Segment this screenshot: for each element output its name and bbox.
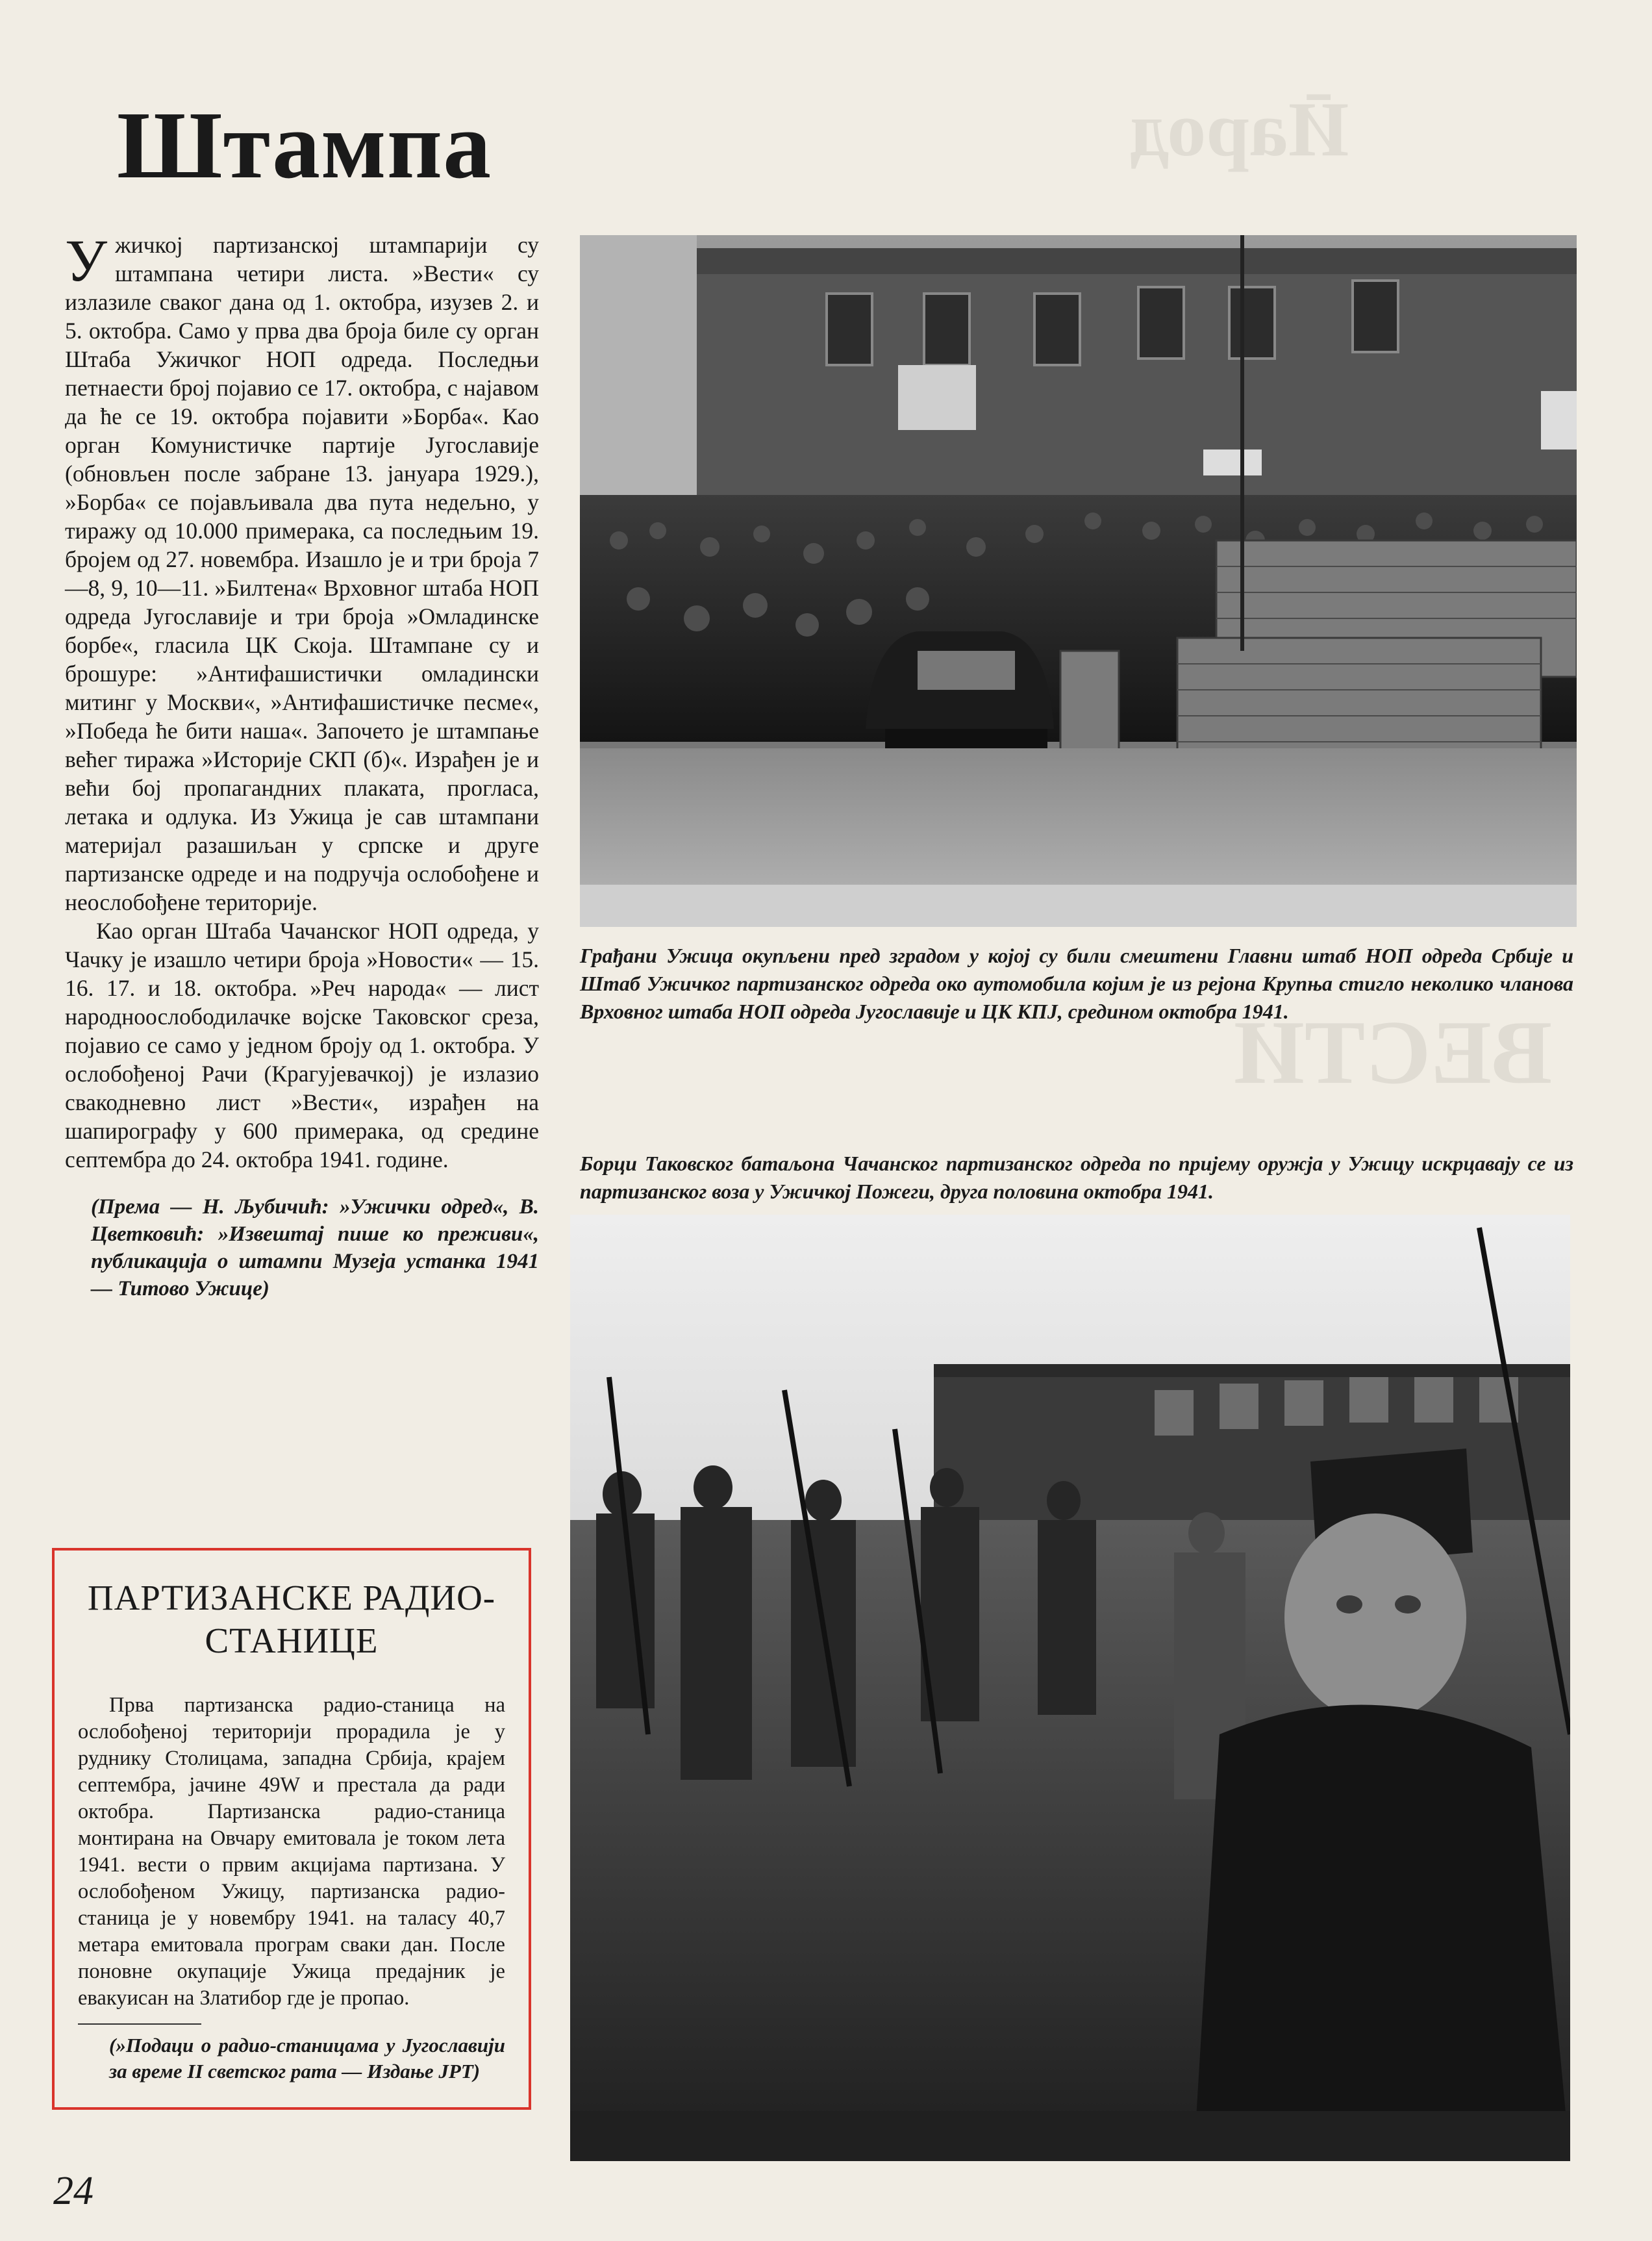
photo-caption: Борци Таковског батаљона Чачанског партизанског одреда по пријему оружја у Ужицу искрцавају се из партизанског воза у Ужичкој Пожеги, друга половина октобра 1941.: [580, 1152, 1573, 1203]
photo-soldiers-image: [570, 1215, 1570, 2161]
sidebar-box: [52, 1548, 531, 2110]
sidebar-box-text: Прва партизанска радио-станица на ослобођеној територији прорадила је у руднику Столицама, западна Србија, крајем септембра, јачине 49W и престала да ради октобра. Партизанска радио-станица монтирана на Овчару емитовала је током лета 1941. вести о првим акцијама партизана. У ослобођеном Ужицу, партизанска радио-станица је у новембру 1941. на таласу 40,7 метара емитовала програм сваки дан. После поновне окупације Ужица предајник је евакуисан на Златибор где је пропао.: [78, 1693, 505, 2010]
article-paragraph: Као орган Штаба Чачанског НОП одреда, у Чачку је изашло четири броја »Новости« — 15. 16. 17. и 18. октобра. »Реч народа« — лист народноослободилачке војске Таковског среза, појавио се само у једном броју од 1. октобра. У ослобођеној Рачи (Крагујевачкој) је излазио свакодневно лист »Вести«, израђен на шапирографу у 600 примерака, од средине септембра до 24. октобра 1941. године.: [65, 918, 539, 1172]
article-body: [65, 227, 539, 1302]
bleed-through-text: Ӣарод: [1130, 86, 1349, 172]
article-paragraph-text: жичкој партизанској штампарији су штампана четири листа. »Вести« су излазиле сваког дана од 1. октобра, изузев 2. и 5. октобра. Само у прва два броја биле су орган Штаба Ужичког НОП одреда. Последњи петнаести број појавио се 17. октобра, с најавом да ће се 19. октобра појавити »Борба«. Као орган Комунистичке партије Југославије (обновљен после забране 13. јануара 1929.), »Борба« се појављивала два пута недељно, у тиражу од 10.000 примерака, са последњим 19. бројем од 27. новембра. Изашло је и три броја 7—8, 9, 10—11. »Билтена« Врховног штаба НОП одреда Југославије и три броја »Омладинске борбе«, гласила ЦК Скоја. Штампане су и брошуре: »Антифашистички омладински митинг у Москви«, »Антифашистичке песме«, »Победа ће бити наша«. Започето је штампање већег тиража »Историје СКП (б)«. Израђен је и већи бој пропагандних плаката, прогласа, летака и одлука. Из Ужица је сав штампани материјал разашиљан у српске и друге партизанске одреде и на подручја ослобођене и неослобођене територије.: [65, 232, 539, 915]
page-number: 24: [53, 2169, 94, 2213]
photo-soldiers-train: [570, 1215, 1570, 2161]
photo-crowd-uzice: [580, 235, 1577, 927]
article-source: (Према — Н. Љубичић: »Ужички одред«, В. Цветковић: »Извештај пише ко преживи«, публикација о штампи Музеја устанка 1941 — Титово Ужице): [91, 1195, 539, 1300]
photo-caption: Грађани Ужица окупљени пред зградом у којој су били смештени Главни штаб НОП одреда Србије и Штаб Ужичког партизанског одреда око аутомобила којим је из рејона Крупња стигло неколико чланова Врховног штаба НОП одреда Југославије и ЦК КПЈ, средином октобра 1941.: [580, 944, 1573, 1023]
sidebar-box-body: [78, 1692, 505, 2012]
drop-cap: У: [65, 227, 108, 294]
divider: [78, 2023, 201, 2025]
photo-crowd-image: [580, 235, 1577, 927]
article-paragraph: [65, 227, 539, 917]
bleed-through-text: ВЕСТИ: [1234, 1002, 1553, 1103]
sidebar-box-title: ПАРТИЗАНСКЕ РАДИО-СТАНИЦЕ: [87, 1578, 496, 1660]
page-title: Штампа: [117, 92, 492, 199]
sidebar-box-source: (»Подаци о радио-станицама у Југославији за време II светског рата — Издање ЈРТ): [109, 2034, 505, 2083]
